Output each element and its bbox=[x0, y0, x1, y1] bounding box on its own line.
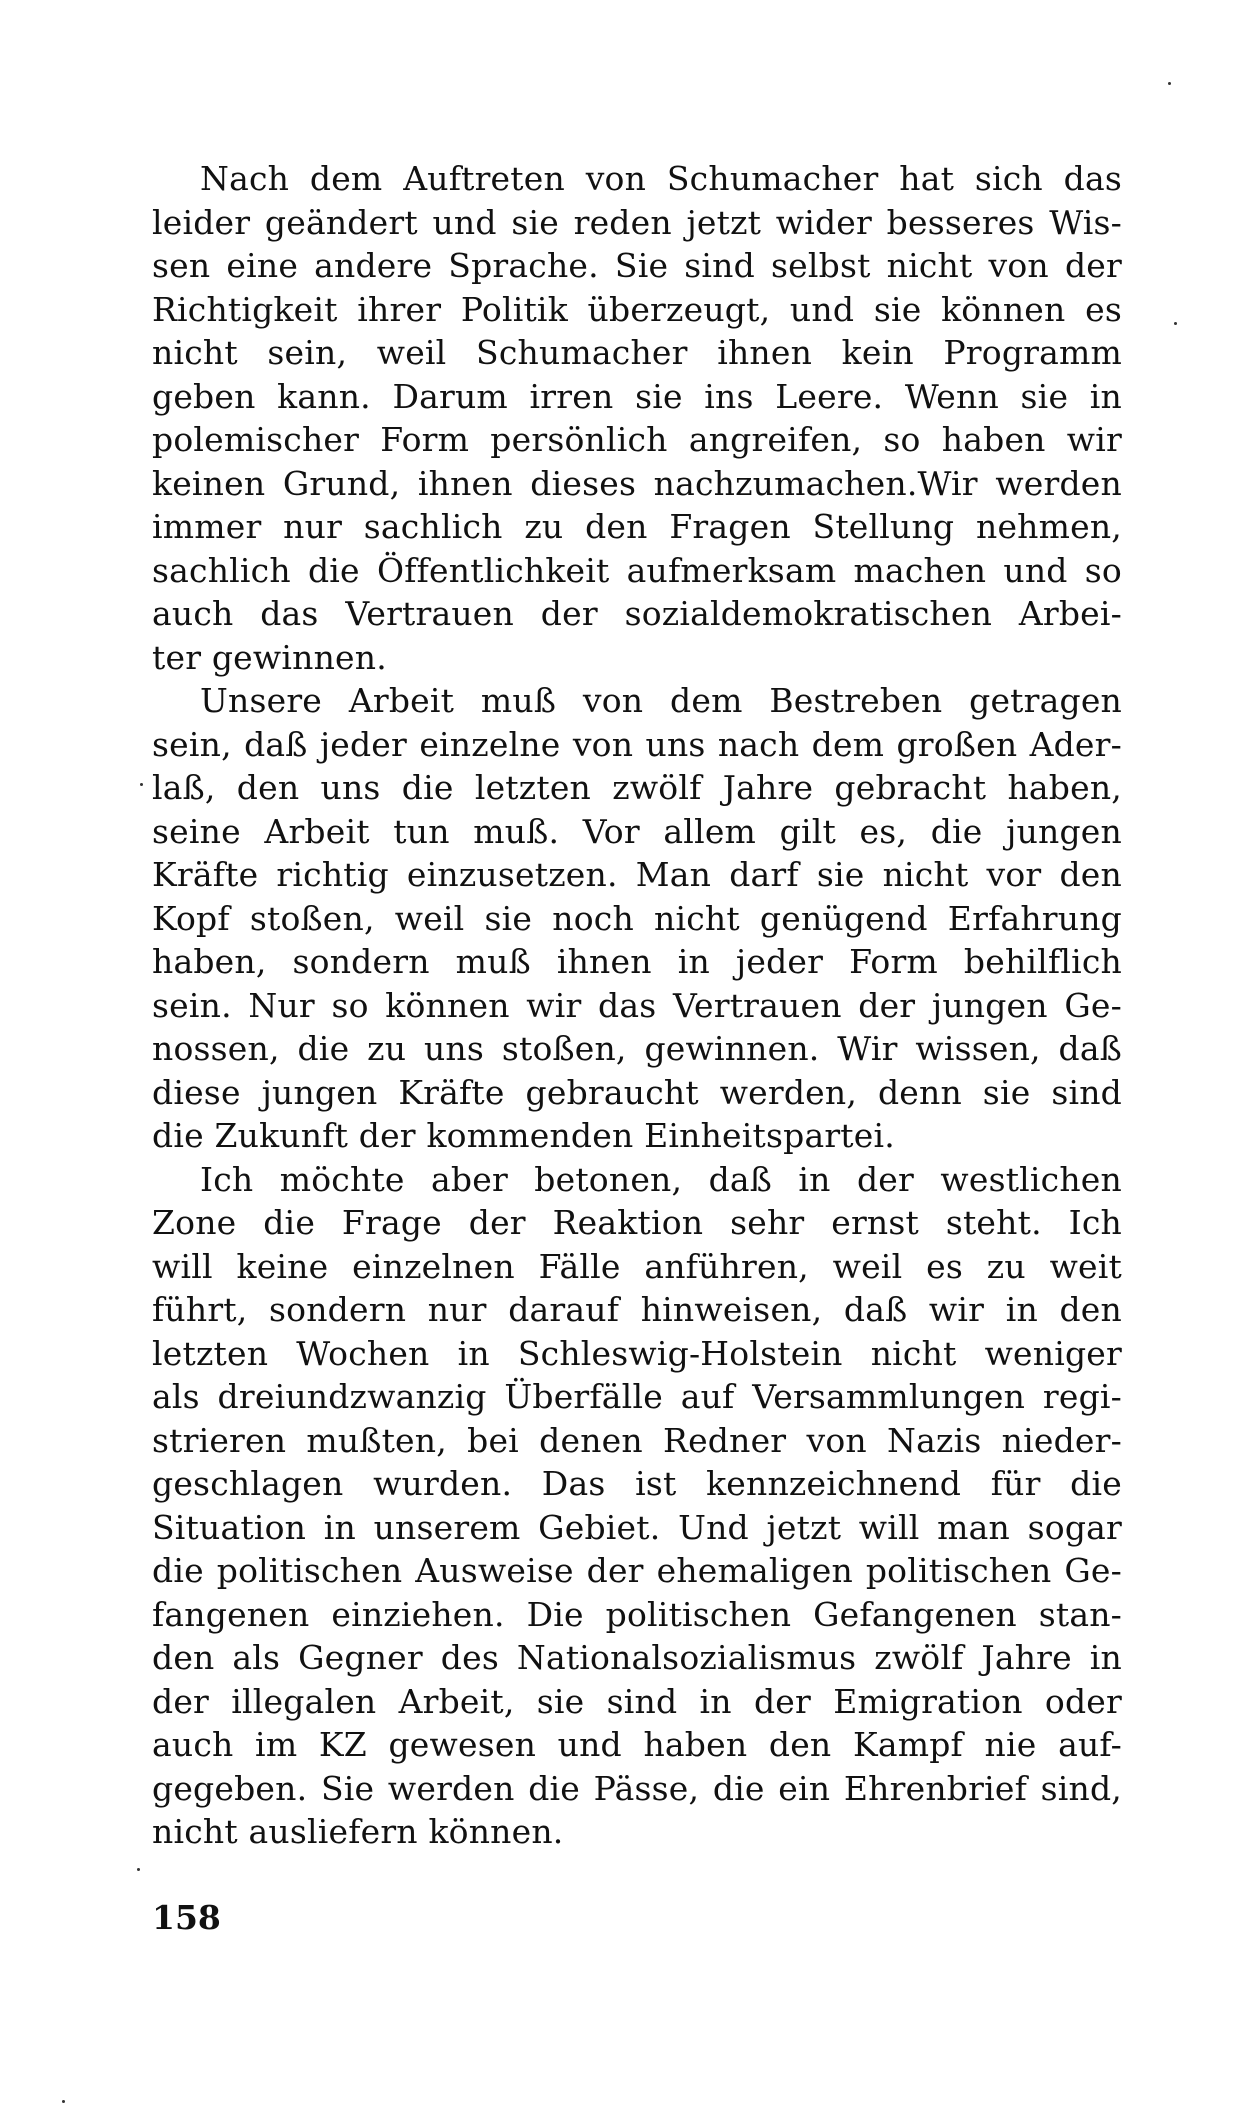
paragraph bbox=[152, 157, 1122, 679]
text-line: fangenen einziehen. Die politischen Gefangenen stan- bbox=[152, 1594, 1122, 1634]
text-line: leider geändert und sie reden jetzt wider besseres Wis- bbox=[152, 202, 1122, 242]
text-line: geschlagen wurden. Das ist kennzeichnend für die bbox=[152, 1464, 1122, 1503]
paragraph bbox=[152, 679, 1122, 1158]
text-line: Ich möchte aber betonen, daß in der westlichen bbox=[200, 1159, 1122, 1199]
text-line: letzten Wochen in Schleswig-Holstein nicht weniger bbox=[152, 1333, 1122, 1373]
text-line: keinen Grund, ihnen dieses nachzumachen.Wir werden bbox=[152, 463, 1122, 503]
text-line: der illegalen Arbeit, sie sind in der Emigration oder bbox=[152, 1681, 1122, 1721]
text-line: die Zukunft der kommenden Einheitspartei. bbox=[152, 1116, 895, 1155]
text-line: Situation in unserem Gebiet. Und jetzt will man sogar bbox=[152, 1507, 1122, 1547]
text-line: sein. Nur so können wir das Vertrauen der jungen Ge- bbox=[152, 985, 1122, 1025]
text-line: sein, daß jeder einzelne von uns nach dem großen Ader- bbox=[152, 724, 1122, 764]
text-line: sen eine andere Sprache. Sie sind selbst nicht von der bbox=[152, 246, 1122, 285]
text-line: Richtigkeit ihrer Politik überzeugt, und sie können es bbox=[152, 289, 1122, 329]
text-line: Kopf stoßen, weil sie noch nicht genügend Erfahrung bbox=[152, 898, 1122, 938]
print-speck bbox=[1168, 82, 1171, 85]
text-line: gegeben. Sie werden die Pässe, die ein Ehrenbrief sind, bbox=[152, 1768, 1122, 1808]
text-line: nicht sein, weil Schumacher ihnen kein Programm bbox=[152, 333, 1122, 372]
text-line: seine Arbeit tun muß. Vor allem gilt es, die jungen bbox=[152, 811, 1122, 851]
text-line: haben, sondern muß ihnen in jeder Form behilflich bbox=[152, 942, 1122, 981]
text-line: laß, den uns die letzten zwölf Jahre gebracht haben, bbox=[152, 768, 1122, 807]
print-speck bbox=[140, 783, 143, 786]
text-line: sachlich die Öffentlichkeit aufmerksam machen und so bbox=[152, 550, 1122, 590]
text-line: Zone die Frage der Reaktion sehr ernst steht. Ich bbox=[152, 1203, 1122, 1242]
text-line: als dreiundzwanzig Überfälle auf Versammlungen regi- bbox=[152, 1377, 1122, 1416]
text-line: Kräfte richtig einzusetzen. Man darf sie nicht vor den bbox=[152, 855, 1122, 894]
text-line: polemischer Form persönlich angreifen, so haben wir bbox=[152, 420, 1122, 459]
text-line: immer nur sachlich zu den Fragen Stellung nehmen, bbox=[152, 507, 1122, 546]
print-speck bbox=[1174, 322, 1177, 325]
text-line: auch das Vertrauen der sozialdemokratischen Arbei- bbox=[152, 594, 1122, 633]
paragraph bbox=[152, 1158, 1122, 1854]
text-line: diese jungen Kräfte gebraucht werden, denn sie sind bbox=[152, 1072, 1122, 1112]
text-line: führt, sondern nur darauf hinweisen, daß wir in den bbox=[152, 1290, 1122, 1329]
text-line: strieren mußten, bei denen Redner von Nazis nieder- bbox=[152, 1420, 1122, 1460]
text-line: nossen, die zu uns stoßen, gewinnen. Wir wissen, daß bbox=[152, 1029, 1122, 1068]
text-line: nicht ausliefern können. bbox=[152, 1812, 564, 1851]
text-line: die politischen Ausweise der ehemaligen politischen Ge- bbox=[152, 1551, 1122, 1590]
body-text bbox=[152, 157, 1122, 1854]
print-speck bbox=[137, 1868, 140, 1871]
text-line: geben kann. Darum irren sie ins Leere. Wenn sie in bbox=[152, 376, 1122, 416]
print-speck bbox=[62, 2100, 65, 2103]
text-line: ter gewinnen. bbox=[152, 637, 387, 677]
page-number: 158 bbox=[152, 1898, 221, 1937]
text-line: Unsere Arbeit muß von dem Bestreben getragen bbox=[200, 681, 1122, 720]
text-line: will keine einzelnen Fälle anführen, weil es zu weit bbox=[152, 1246, 1122, 1286]
text-line: den als Gegner des Nationalsozialismus zwölf Jahre in bbox=[152, 1638, 1122, 1677]
text-line: auch im KZ gewesen und haben den Kampf nie auf- bbox=[152, 1725, 1122, 1764]
text-line: Nach dem Auftreten von Schumacher hat sich das bbox=[200, 159, 1122, 198]
